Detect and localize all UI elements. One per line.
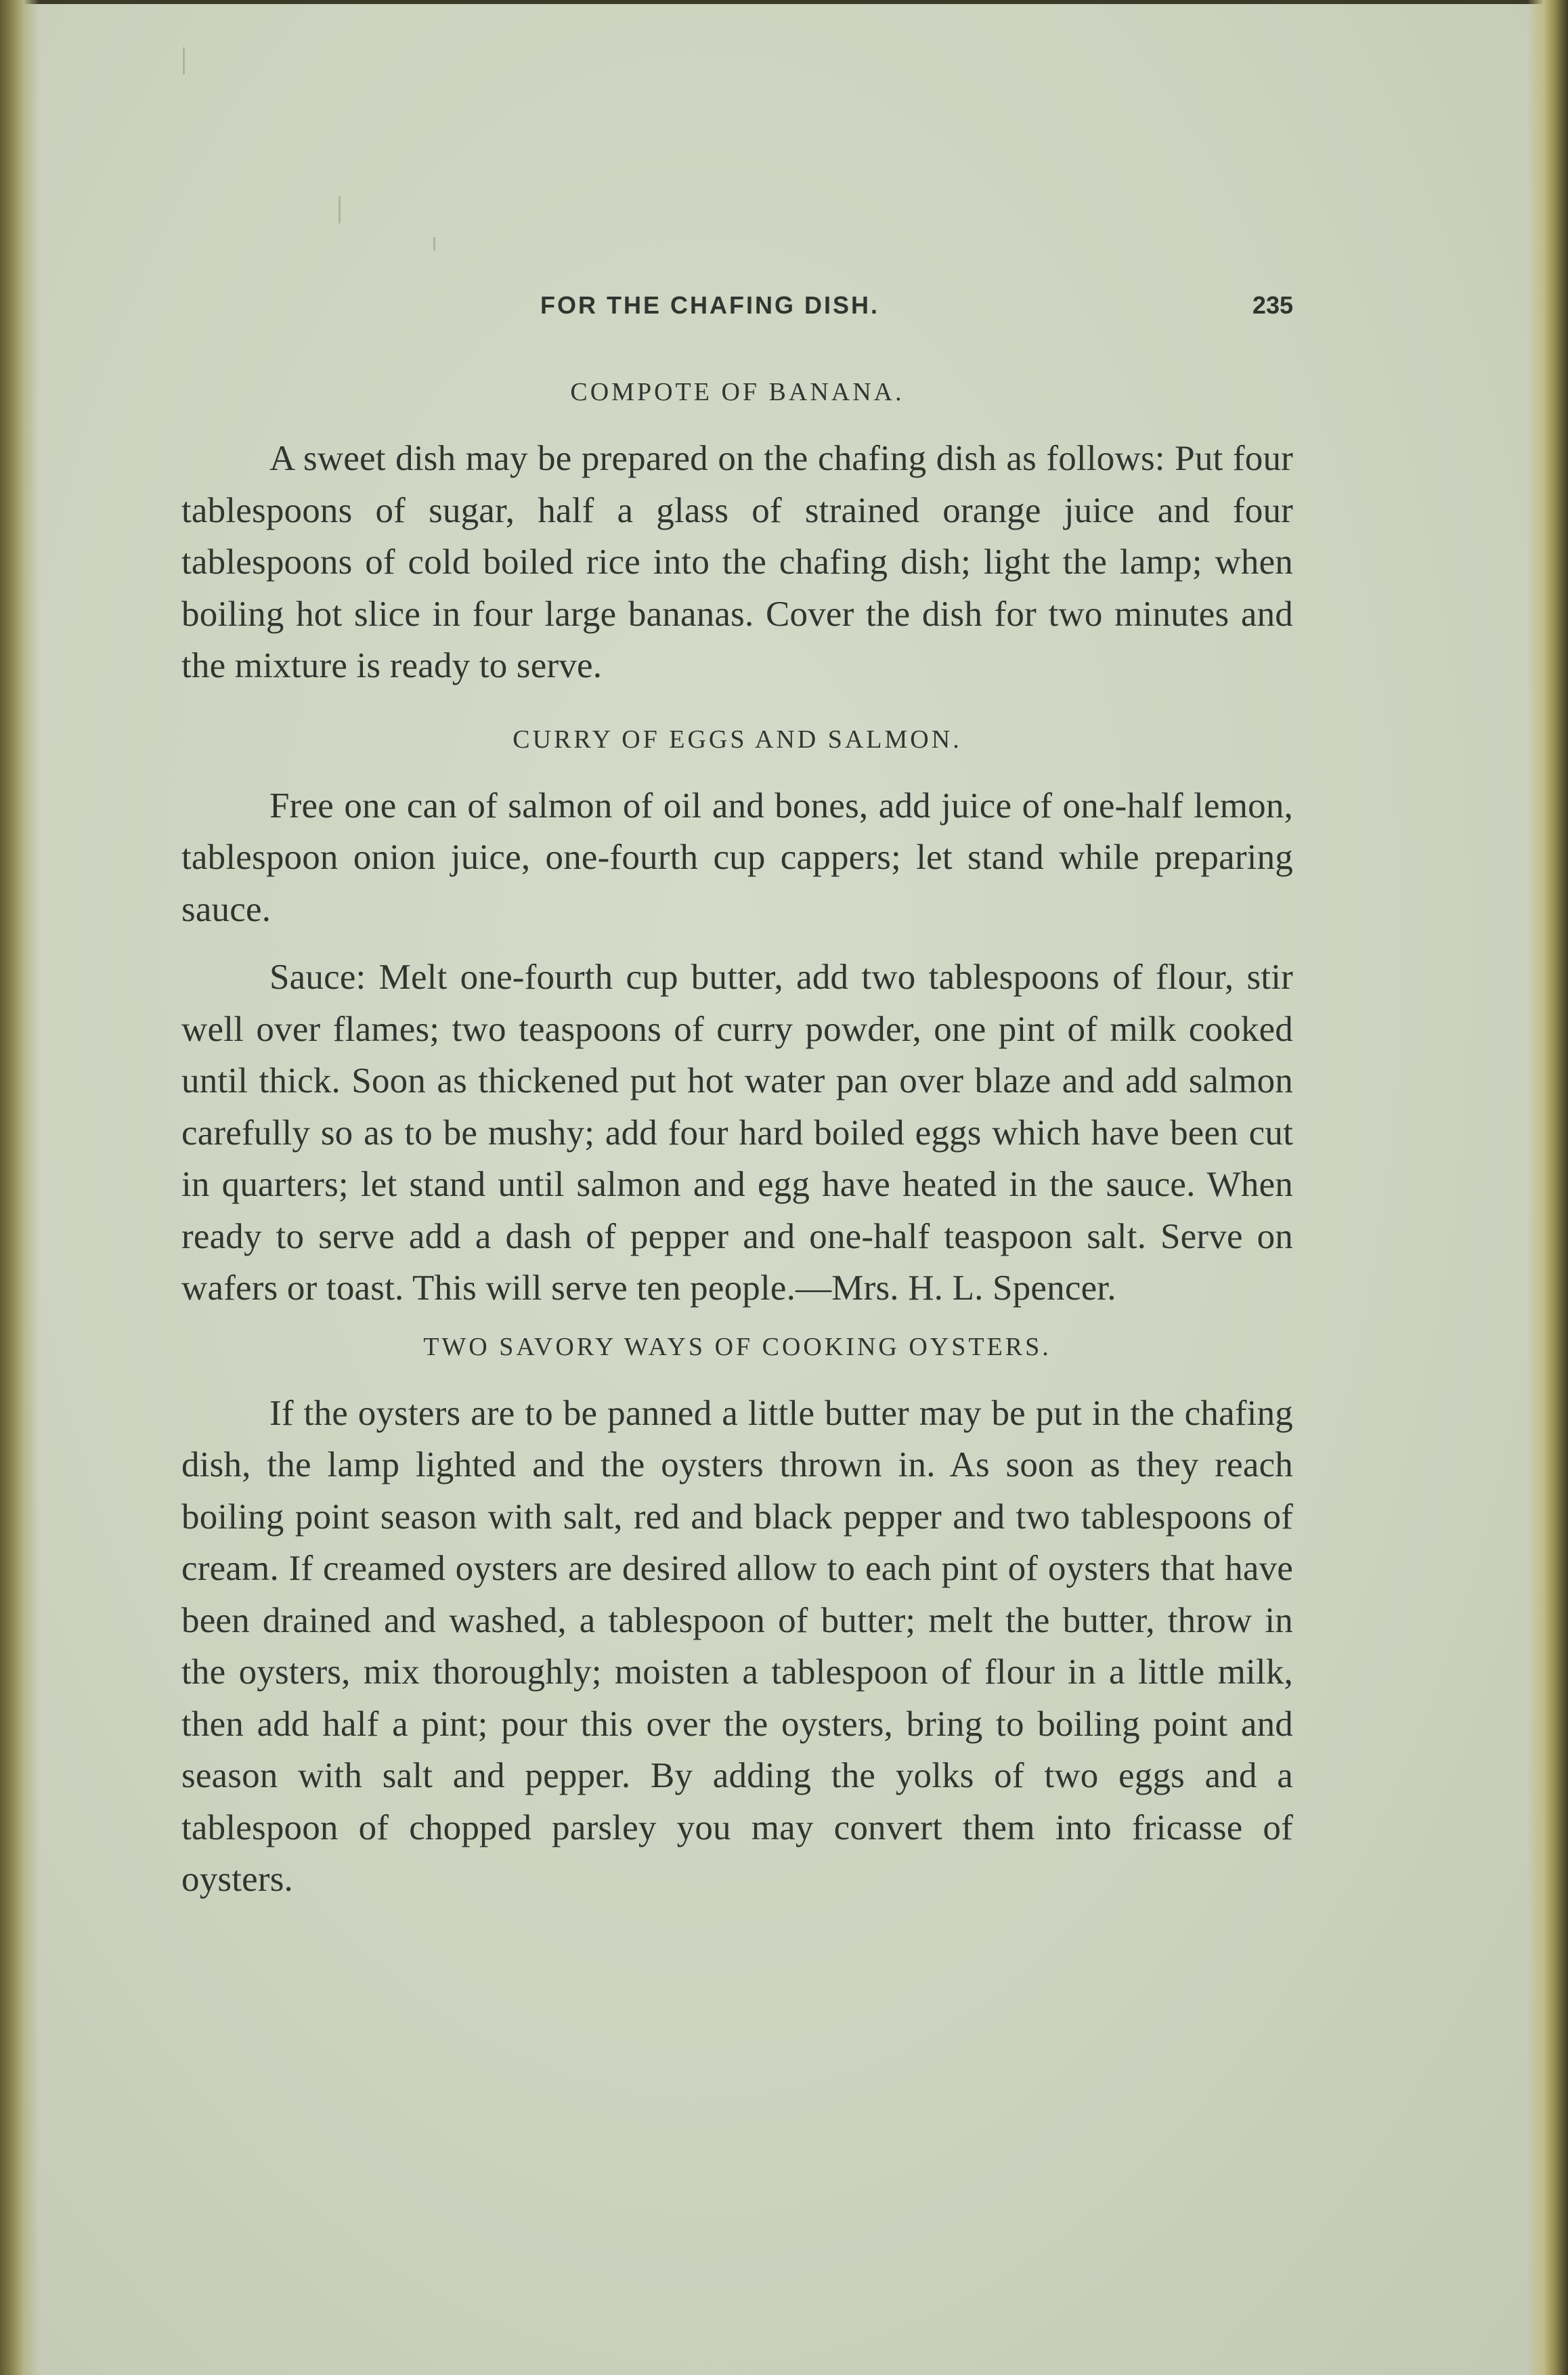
page-body [181, 376, 1293, 1922]
paper-speck [433, 237, 435, 251]
recipe-paragraph: A sweet dish may be prepared on the chafing dish as follows: Put four tablespoons of sugar, half a glass of strained orange juice and four tablespoons of cold boiled rice into the chafing dish; light the lamp; when boiling hot slice in four large bananas. Cover the dish for two minutes and the mixture is ready to serve. [181, 439, 1293, 685]
page-top-edge [0, 0, 1568, 4]
page-number: 235 [1252, 291, 1293, 319]
paper-speck [339, 196, 341, 223]
recipe-paragraph: Free one can of salmon of oil and bones, add juice of one-half lemon, tablespoon onion juice, one-fourth cup cappers; let stand while preparing sauce. [181, 786, 1293, 929]
section-heading: COMPOTE OF BANANA. [570, 378, 905, 406]
running-head-title: FOR THE CHAFING DISH. [540, 291, 879, 319]
recipe-paragraph: Sauce: Melt one-fourth cup butter, add two tablespoons of flour, stir well over flames; two teaspoons of curry powder, one pint of milk cooked until thick. Soon as thickened put hot water pan over blaze and add salmon carefully so as to be mushy; add four hard boiled eggs which have been cut in quarters; let stand until salmon and egg have heated in the sauce. When ready to serve add a dash of pepper and one-half teaspoon salt. Serve on wafers or toast. This will serve ten people.—Mrs. H. L. Spencer. [181, 958, 1293, 1308]
section-heading: TWO SAVORY WAYS OF COOKING OYSTERS. [423, 1332, 1051, 1361]
running-head [181, 291, 1293, 332]
recipe-paragraph: If the oysters are to be panned a little butter may be put in the chafing dish, the lamp lighted and the oysters thrown in. As soon as they reach boiling point season with salt, red and black pepper and two tablespoons of cream. If creamed oysters are desired allow to each pint of oysters that have been drained and washed, a tablespoon of butter; melt the butter, throw in the oysters, mix thoroughly; moisten a tablespoon of flour in a little milk, then add half a pint; pour this over the oysters, bring to boiling point and season with salt and pepper. By adding the yolks of two eggs and a tablespoon of chopped parsley you may convert them into fricasse of oysters. [181, 1393, 1293, 1899]
section-heading: CURRY OF EGGS AND SALMON. [513, 725, 962, 754]
paper-speck [183, 47, 185, 74]
page-right-edge [1527, 0, 1568, 2375]
page-binding-shadow [0, 0, 39, 2375]
